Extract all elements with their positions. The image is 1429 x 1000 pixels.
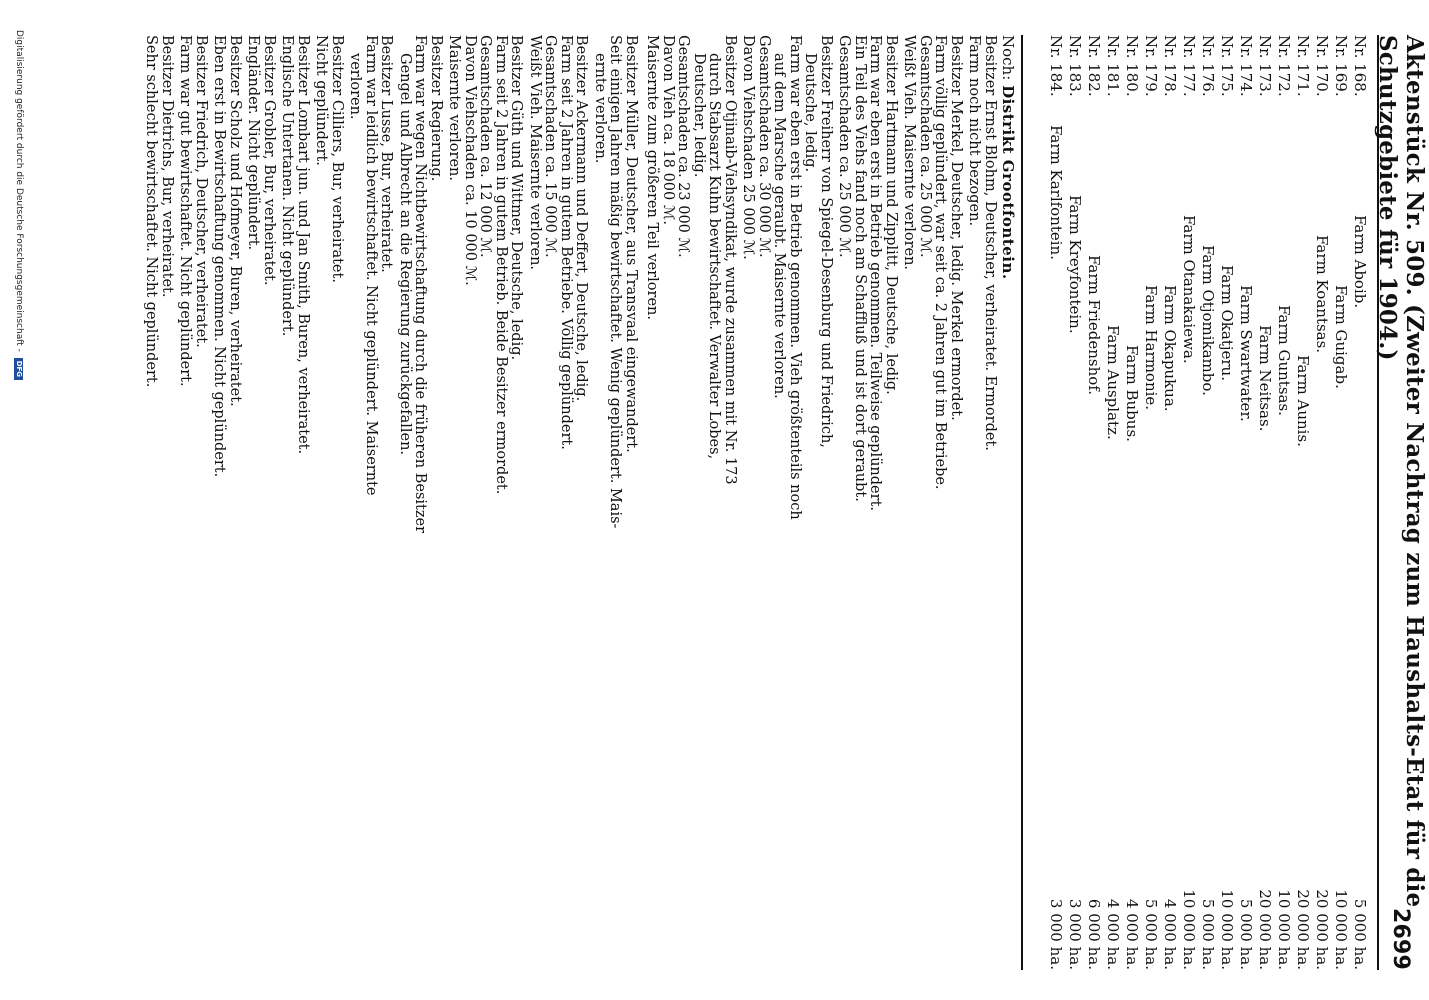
- farm-area: 10 000 ha.: [1332, 889, 1350, 970]
- farm-details: [901, 35, 963, 970]
- detail-line: Farm war eben erst in Betrieb genommen. Vieh größtenteils noch: [787, 35, 803, 520]
- detail-line: Gesamtschaden ca. 12 000 ℳ.: [477, 35, 494, 258]
- entry-number: Nr. 183.: [1066, 35, 1084, 97]
- detail-line: Besitzer Lombart jun. und Jan Smith, Buren, verheiratet.: [295, 35, 311, 455]
- entry-number: Nr. 179.: [1142, 35, 1160, 97]
- detail-line: Seit einigen Jahren mäßig bewirtschaftet. Wenig geplündert. Mais-: [607, 35, 624, 529]
- detail-line: Besitzer Otjinaib-Viehsyndikat, wurde zusammen mit Nr. 173: [722, 35, 738, 485]
- detail-line: Nicht geplündert.: [313, 35, 330, 166]
- footer-text: Digitalisierung gefördert durch die Deutsche Forschungsgemeinschaft -: [14, 30, 24, 352]
- detail-line: Gesamtschaden ca. 25 000 ℳ.: [917, 35, 933, 258]
- detail-line: Besitzer Hartmann und Zipplitt, Deutsche, ledig.: [883, 35, 899, 395]
- detail-line: verloren.: [347, 53, 364, 120]
- entry-number: Nr. 178.: [1161, 35, 1179, 97]
- farm-name: Farm Okatjeru.: [1218, 265, 1236, 381]
- farm-name: Farm Ausplatz.: [1104, 325, 1122, 440]
- detail-line: durch Stabsarzt Kuhn bewirtschaftet. Verwalter Lobes,: [706, 53, 723, 460]
- detail-line: auf dem Marsche geraubt. Maisernte verloren.: [771, 53, 788, 399]
- detail-line: Gesamtschaden ca. 15 000 ℳ.: [542, 35, 559, 258]
- farm-area: 20 000 ha.: [1313, 889, 1331, 970]
- farm-name: Farm Otanakaiewa.: [1180, 215, 1198, 364]
- farm-details: [966, 35, 997, 970]
- farm-details: [527, 35, 589, 970]
- farm-name: Farm Guntsas.: [1275, 305, 1293, 416]
- farm-area: 20 000 ha.: [1294, 889, 1312, 970]
- farm-name: Farm Otjomikambo.: [1199, 245, 1217, 396]
- farm-name: Farm Friedenshof.: [1085, 255, 1103, 396]
- detail-line: Eben erst in Bewirtschaftung genommen. Nicht geplündert.: [211, 35, 228, 478]
- entry-number: Nr. 168.: [1351, 35, 1369, 97]
- detail-line: Engländer. Nicht geplündert.: [245, 35, 262, 251]
- entry-number: Nr. 176.: [1199, 35, 1217, 97]
- farm-details: [347, 35, 394, 970]
- detail-line: Gesamtschaden ca. 23 000 ℳ.: [675, 35, 692, 258]
- farm-area: 5 000 ha.: [1351, 898, 1369, 970]
- detail-line: Davon Viehschaden ca. 10 000 ℳ.: [462, 35, 478, 286]
- entry-number: Nr. 184.: [1047, 35, 1065, 97]
- detail-line: Besitzer Ackermann und Deffert, Deutsche, ledig.: [573, 35, 590, 402]
- digitization-footer: [14, 30, 24, 970]
- entry-number: Nr. 181.: [1104, 35, 1122, 97]
- farm-area: 4 000 ha.: [1161, 898, 1179, 970]
- farm-name: Farm Harmonie.: [1142, 285, 1160, 411]
- page-header: [1374, 35, 1428, 970]
- farm-area: 10 000 ha.: [1218, 889, 1236, 970]
- farm-details: [644, 35, 737, 970]
- detail-line: Weißt Vieh. Maisernte verloren.: [901, 35, 918, 271]
- farm-area: 4 000 ha.: [1123, 898, 1141, 970]
- details-column: [17, 35, 1017, 970]
- detail-line: Besitzer Dietrichs, Bur, verheiratet.: [159, 35, 175, 298]
- farm-details: [313, 35, 344, 970]
- detail-line: Besitzer Scholz und Hofmeyer, Buren, verheiratet.: [227, 35, 243, 407]
- detail-line: Farm war gut bewirtschaftet. Nicht geplündert.: [177, 35, 194, 387]
- detail-line: Farm seit 2 Jahren in gutem Betrieb. Beide Besitzer ermordet.: [493, 35, 509, 495]
- dfg-logo: DFG: [15, 358, 24, 380]
- farm-details: [143, 35, 174, 970]
- detail-line: Gesamtschaden ca. 25 000 ℳ.: [836, 35, 853, 258]
- farm-name: Farm Kreyfontein.: [1066, 195, 1084, 334]
- farm-list-column: [1024, 35, 1369, 970]
- farm-area: 5 000 ha.: [1237, 898, 1255, 970]
- farm-area: 5 000 ha.: [1142, 898, 1160, 970]
- district-prefix: Noch:: [999, 35, 1017, 81]
- farm-details: [211, 35, 242, 970]
- detail-line: Farm war eben erst in Betrieb genommen. Teilweise geplündert.: [867, 35, 884, 512]
- farm-area: 10 000 ha.: [1180, 889, 1198, 970]
- entry-number: Nr. 180.: [1123, 35, 1141, 97]
- farm-details: [446, 35, 524, 970]
- entry-number: Nr. 171.: [1294, 35, 1312, 97]
- column-divider: [1021, 35, 1023, 970]
- entry-number: Nr. 174.: [1237, 35, 1255, 97]
- farm-area: 20 000 ha.: [1256, 889, 1274, 970]
- detail-line: Farm war wegen Nichtbewirtschaftung durch die früheren Besitzer: [412, 35, 429, 534]
- entry-number: Nr. 175.: [1218, 35, 1236, 97]
- farm-area: 6 000 ha.: [1085, 898, 1103, 970]
- farm-name: Farm Guigab.: [1332, 285, 1350, 389]
- entry-number: Nr. 172.: [1275, 35, 1293, 97]
- detail-line: Deutsche, ledig.: [802, 53, 819, 173]
- detail-line: Maisernte verloren.: [446, 35, 463, 181]
- entry-number: Nr. 177.: [1180, 35, 1198, 97]
- detail-line: Besitzer Freiherr von Spiegel-Desenburg und Friedrich,: [818, 35, 834, 448]
- entry-number: Nr. 173.: [1256, 35, 1274, 97]
- entry-number: Nr. 170.: [1313, 35, 1331, 97]
- farm-details: [279, 35, 310, 970]
- farm-area: 10 000 ha.: [1275, 889, 1293, 970]
- detail-line: Gesamtschaden ca. 30 000 ℳ.: [756, 35, 772, 258]
- farm-name: Farm Aunis.: [1294, 355, 1312, 447]
- detail-line: Besitzer Regierung.: [428, 35, 444, 182]
- detail-line: Farm seit 2 Jahren in gutem Betriebe. Völlig geplündert.: [558, 35, 574, 450]
- farm-name: Farm Koantsas.: [1313, 235, 1331, 354]
- farm-details: [397, 35, 444, 970]
- farm-name: Farm Swartwater.: [1237, 285, 1255, 422]
- detail-line: Besitzer Friedrich, Deutscher, verheiratet.: [193, 35, 209, 348]
- farm-details: [592, 35, 639, 970]
- entry-number: Nr. 169.: [1332, 35, 1350, 97]
- detail-line: Farm noch nicht bezogen.: [966, 35, 983, 227]
- detail-line: Sehr schlecht bewirtschaftet. Nicht geplündert.: [143, 35, 160, 388]
- farm-area: 5 000 ha.: [1199, 898, 1217, 970]
- farm-details: [740, 35, 833, 970]
- farm-area: 4 000 ha.: [1104, 898, 1122, 970]
- detail-line: Ein Teil des Viehs fand noch am Schaffluß und ist dort geraubt.: [852, 35, 868, 502]
- farm-details: [177, 35, 208, 970]
- detail-line: Besitzer Cilliers, Bur, verheiratet.: [329, 35, 345, 283]
- farm-name: Farm Neitsas.: [1256, 325, 1274, 432]
- farm-details: [245, 35, 276, 970]
- farm-name: Farm Karlfontein.: [1047, 125, 1065, 260]
- farm-name: Farm Aboib.: [1351, 215, 1369, 309]
- farm-name: Farm Bubus.: [1123, 345, 1141, 442]
- farm-details: [836, 35, 898, 970]
- detail-line: Besitzer Ernst Blohm, Deutscher, verheiratet. Ermordet.: [982, 35, 998, 451]
- detail-line: Besitzer Lusse, Bur, verheiratet.: [378, 35, 395, 273]
- detail-line: ernte verloren.: [592, 53, 608, 164]
- farm-name: Farm Okapukua.: [1161, 285, 1179, 412]
- detail-line: Weißt Vieh. Maisernte verloren.: [527, 35, 543, 271]
- detail-line: Davon Vieh ca. 18 000 ℳ.: [660, 35, 676, 225]
- farm-area: 3 000 ha.: [1066, 898, 1084, 970]
- farm-area: 3 000 ha.: [1047, 898, 1065, 970]
- detail-line: Maisernte zum größeren Teil verloren.: [644, 35, 661, 320]
- entry-number: Nr. 182.: [1085, 35, 1103, 97]
- detail-line: Gengel und Albrecht an die Regierung zurückgefallen.: [397, 53, 413, 456]
- detail-line: Deutscher, ledig.: [691, 53, 707, 178]
- page-title: Aktenstück Nr. 509. (Zweiter Nachtrag zum Haushalts-Etat für die Schutzgebiete für 1904.): [1374, 35, 1428, 908]
- detail-line: Farm völlig geplündert, war seit ca. 2 Jahren gut im Betriebe.: [932, 35, 949, 490]
- detail-line: Besitzer Grobler, Bur, verheiratet.: [261, 35, 277, 286]
- district-name: Distrikt Grootfontein.: [999, 85, 1017, 280]
- detail-line: Davon Viehschaden 25 000 ℳ.: [740, 35, 757, 260]
- district-heading: [999, 35, 1017, 280]
- detail-line: Englische Untertanen. Nicht geplündert.: [279, 35, 296, 337]
- detail-line: Besitzer Merkel, Deutscher, ledig. Merkel ermordet.: [948, 35, 964, 421]
- detail-line: Besitzer Müller, Deutscher, aus Transvaal eingewandert.: [623, 35, 639, 453]
- detail-line: Farm war leidlich bewirtschaftet. Nicht geplündert. Maisernte: [363, 35, 379, 496]
- detail-line: Besitzer Güth und Wittmer, Deutsche, ledig.: [508, 35, 525, 361]
- page-number: 2699: [1388, 907, 1414, 970]
